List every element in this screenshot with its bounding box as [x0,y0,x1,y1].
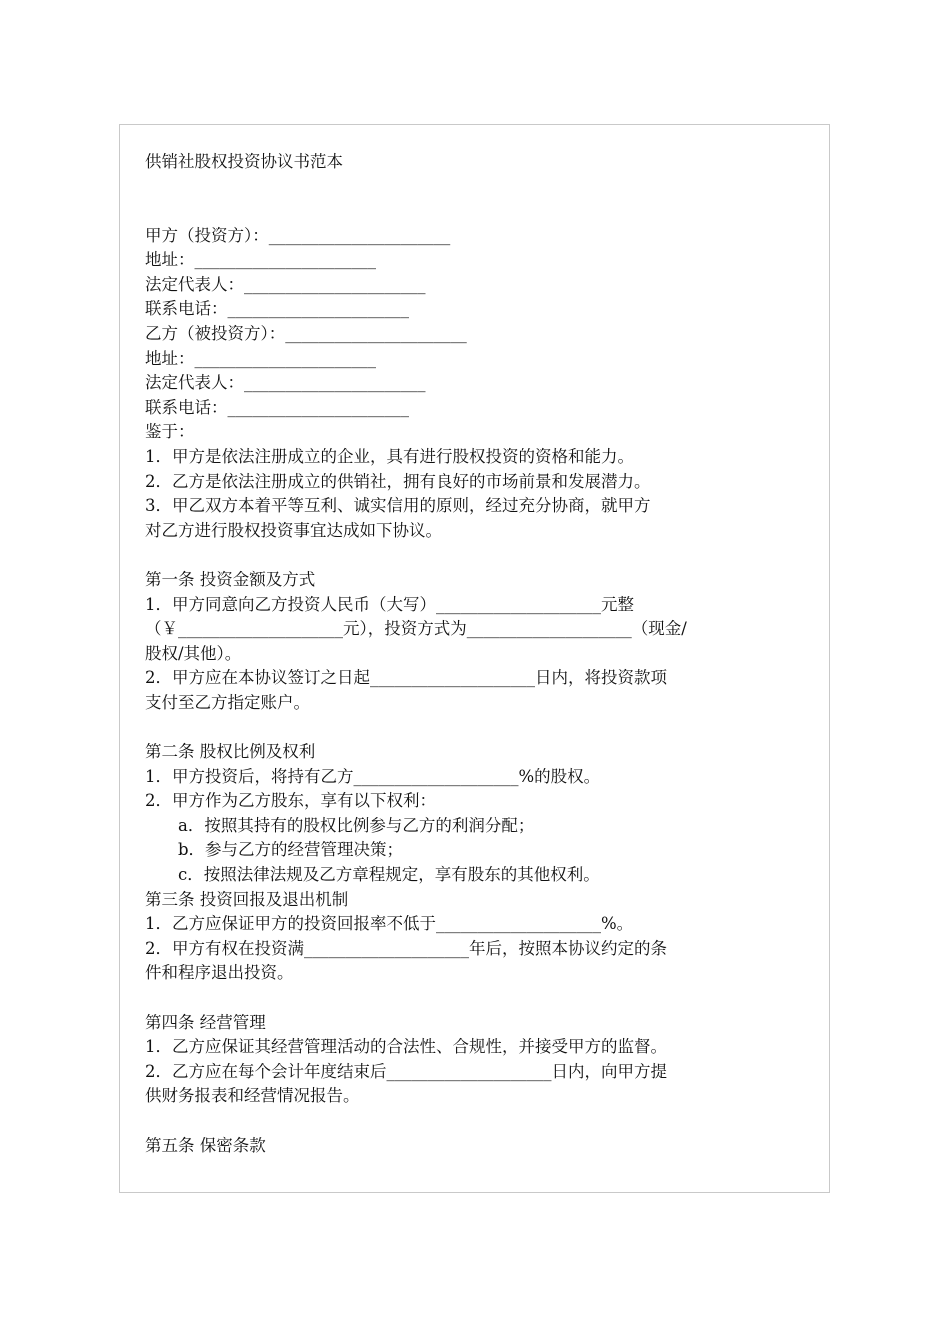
spacer [145,715,805,740]
party-a-phone: 联系电话：______________________ [145,299,409,319]
article-1-clause: 支付至乙方指定账户。 [145,692,310,712]
article-2-subclause: b．参与乙方的经营管理决策； [178,840,404,860]
recital-item: 1．甲方是依法注册成立的企业，具有进行股权投资的资格和能力。 [145,446,634,466]
recitals-heading: 鉴于： [145,422,195,442]
article-3 [145,888,805,986]
document-title: 供销社股权投资协议书范本 [145,152,343,171]
parties-section [145,224,805,421]
article-4 [145,1011,805,1109]
party-a-representative: 法定代表人：______________________ [145,274,426,294]
article-4-clause: 2．乙方应在每个会计年度结束后____________________日内，向甲方提 [145,1061,667,1081]
article-2-subclause: a．按照其持有的股权比例参与乙方的利润分配； [178,815,535,835]
party-a-name: 甲方（投资方）：______________________ [145,225,451,245]
document-body [145,150,805,1158]
article-3-clause: 件和程序退出投资。 [145,963,294,983]
article-3-heading: 第三条 投资回报及退出机制 [145,889,349,909]
article-2 [145,740,805,888]
party-b-name: 乙方（被投资方）：______________________ [145,323,467,343]
article-1 [145,568,805,716]
article-1-clause: 1．甲方同意向乙方投资人民币（大写）____________________元整 [145,594,634,614]
party-a-address: 地址：______________________ [145,250,376,270]
article-2-subclause: c．按照法律法规及乙方章程规定，享有股东的其他权利。 [178,865,600,885]
article-5-heading: 第五条 保密条款 [145,1135,266,1155]
recital-item-continued: 对乙方进行股权投资事宜达成如下协议。 [145,520,442,540]
article-2-heading: 第二条 股权比例及权利 [145,742,316,762]
article-2-clause: 2．甲方作为乙方股东，享有以下权利： [145,791,436,811]
article-4-heading: 第四条 经营管理 [145,1012,266,1032]
party-b-phone: 联系电话：______________________ [145,397,409,417]
recital-item: 2．乙方是依法注册成立的供销社，拥有良好的市场前景和发展潜力。 [145,471,651,491]
recital-item: 3．甲乙双方本着平等互利、诚实信用的原则，经过充分协商，就甲方 [145,496,651,516]
article-4-clause: 供财务报表和经营情况报告。 [145,1086,360,1106]
article-3-clause: 2．甲方有权在投资满____________________年后，按照本协议约定的条 [145,938,667,958]
article-1-clause: 股权/其他）。 [145,643,242,663]
article-1-clause: （￥____________________元），投资方式为____________________（现金/ [145,619,687,639]
party-b-address: 地址：______________________ [145,348,376,368]
spacer [145,986,805,1011]
article-2-clause: 1．甲方投资后，将持有乙方____________________%的股权。 [145,766,601,786]
article-5 [145,1134,805,1159]
article-3-clause: 1．乙方应保证甲方的投资回报率不低于____________________%。 [145,914,634,934]
spacer [145,543,805,568]
recitals-section [145,420,805,543]
article-4-clause: 1．乙方应保证其经营管理活动的合法性、合规性，并接受甲方的监督。 [145,1037,667,1057]
article-1-heading: 第一条 投资金额及方式 [145,569,316,589]
party-b-representative: 法定代表人：______________________ [145,373,426,393]
article-1-clause: 2．甲方应在本协议签订之日起____________________日内，将投资款项 [145,668,667,688]
spacer [145,1109,805,1134]
